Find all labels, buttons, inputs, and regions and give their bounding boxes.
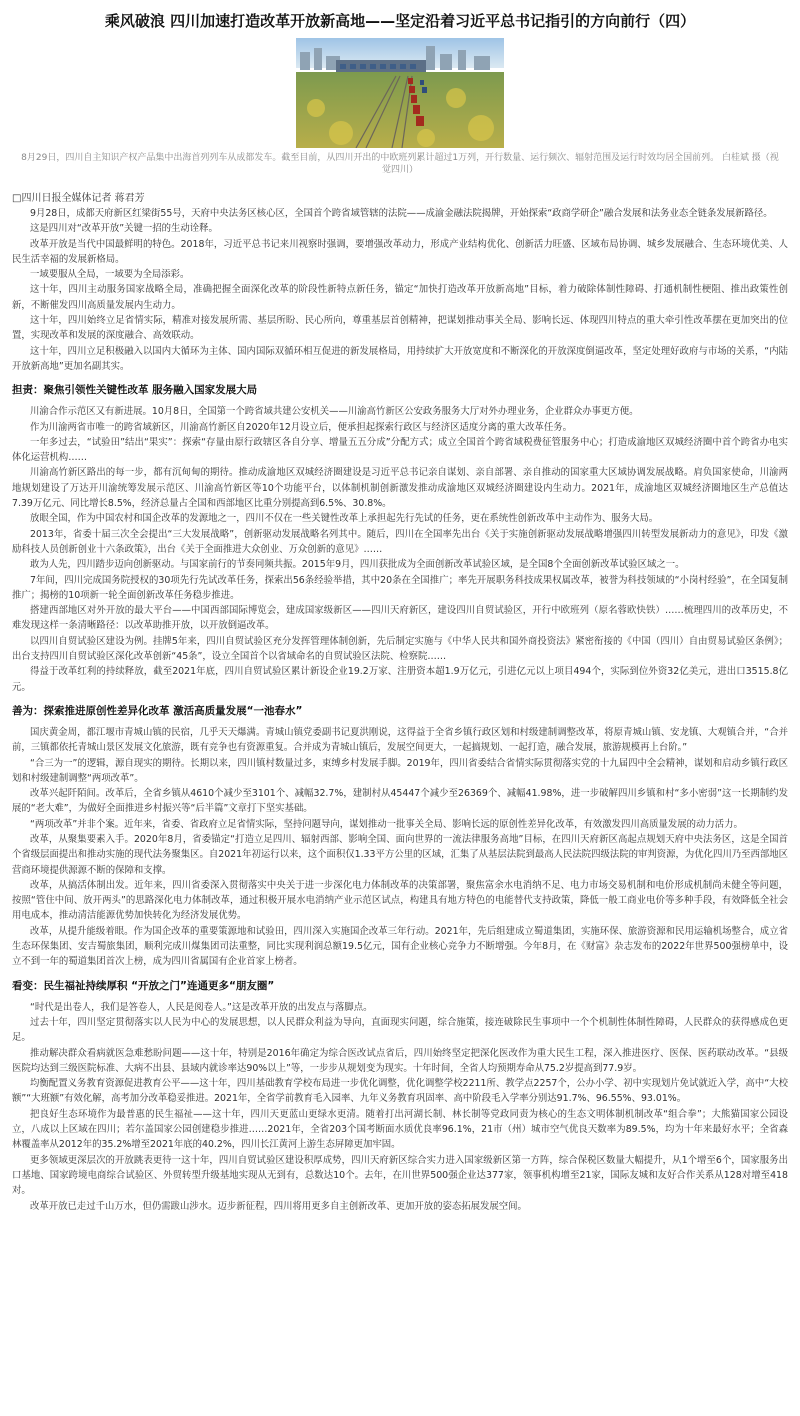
- paragraph: 2013年，省委十届三次全会提出“三大发展战略”，创新驱动发展战略名列其中。随后，四川在全国率先出台《关于实施创新驱动发展战略增强四川转型发展新动力的意见》，印发《激励科技人员创新创业十六条政策》，出台《关于全面推进大众创业、万众创新的意见》……: [12, 528, 788, 555]
- paragraph: 改革兴起阡陌间。改革后，全省乡镇从4610个减少至3101个、减幅32.7%，建制村从45447个减少至26369个、减幅41.98%，进一步破解四川乡镇和村“多小密弱”这一长期制约发展的“老大难”，为做好全面推进乡村振兴等“后半篇”文章打下坚实基础。: [12, 788, 788, 815]
- paragraph: 一域要服从全局，一域要为全局添彩。: [30, 269, 190, 281]
- paragraph: 这十年，四川主动服务国家战略全局，准确把握全面深化改革的阶段性新特点新任务，锚定“加快打造改革开放新高地”目标，着力破除体制性障碍、打通机制性梗阻、推出政策性创新，不断催发四川高质量发展内生动力。: [12, 284, 788, 311]
- paragraph: 均衡配置义务教育资源促进教育公平——这十年，四川基础教育学校布局进一步优化调整，优化调整学校2211所、教学点2257个，公办小学、初中实现划片免试就近入学，高中“大校额”“大班额”有效化解，高考加分改革稳妥推进。2021年，全省学前教育毛入园率、九年义务教育巩固率、高中阶段毛入学率分别达91.7%、96.55%、93.01%。: [12, 1078, 788, 1105]
- paragraph: 把良好生态环境作为最普惠的民生福祉——这十年，四川天更蓝山更绿水更清。随着打出河湖长制、林长制等党政同责为核心的生态文明体制机制改革“组合拳”；大熊猫国家公园设立，八成以上区域在四川；若尔盖国家公园创建稳步推进……2021年，全省203个国考断面水质优良率96.1%，21市（州）城市空气优良天数率为89.5%，均为十年来最好水平；全省森林覆盖率从2012年的35.2%增至2021年底的40.2%，四川长江黄河上游生态屏障更加牢固。: [12, 1108, 788, 1151]
- section-responsibility: [12, 374, 788, 695]
- paragraph: 改革开放是当代中国最鲜明的特色。2018年，习近平总书记来川视察时强调，要增强改革动力，形成产业结构优化、创新活力旺盛、区域布局协调、城乡发展融合、生态环境优美、人民生活幸福的发展新格局。: [12, 238, 788, 265]
- paragraph: 改革，从聚集要素入手。2020年8月，省委锚定“打造立足四川、辐射西部、影响全国、面向世界的一流法律服务高地”目标，在四川天府新区高起点规划天府中央法务区，这是全国首个省级层面提出和推动实施的现代法务聚集区。自2021年初运行以来，这个面积仅1.33平方公里的区域，汇集了从基层法院到最高人民法院四级法院的审判资源，为优化四川乃至西部地区营商环境提供源源不断的保障和支撑。: [12, 833, 788, 876]
- paragraph: 过去十年，四川坚定贯彻落实以人民为中心的发展思想，以人民群众利益为导向，直面现实问题，综合施策，接连破除民生事项中一个个机制性体制性障碍，人民群众的获得感成色更足。: [12, 1016, 788, 1044]
- intro-section: [12, 206, 788, 374]
- paragraph: 一年多过去，“试验田”结出“果实”：探索“存量由原行政辖区各自分享、增量五五分成”分配方式；成立全国首个跨省域税费征管服务中心；打造成渝地区双城经济圈中首个跨省办电实体化运营机构……: [12, 436, 788, 464]
- paragraph: 9月28日，成都天府新区红梁街55号，天府中央法务区核心区，全国首个跨省域管辖的法院——成渝金融法院揭牌，开始探索“政商学研企”融合发展和法务业态全链条发展新路径。: [30, 208, 773, 219]
- paragraph: 国庆黄金周，都江堰市青城山镇的民宿，几乎天天爆满。青城山镇党委副书记夏洪刚说，这得益于全省乡镇行政区划和村级建制调整改革，将原青城山镇、安龙镇、大观镇合并，“合并前，三镇都依托青城山景区发展文化旅游，既有竞争也有资源重复。合并成为青城山镇后，发展空间更大，一起搞规划、一起打造，融合发展，旅游规模再上台阶。”: [12, 726, 788, 754]
- paragraph: 7年间，四川完成国务院授权的30项先行先试改革任务，探索出56条经验举措，其中20条在全国推广；率先开展职务科技成果权属改革，被誉为科技领域的“小岗村经验”，在全国复制推广；揭榜的10项新一轮全面创新改革任务稳步推进。: [12, 574, 788, 601]
- paragraph: 敢为人先，四川踏步迈向创新驱动。与国家前行的节奏同频共振。2015年9月，四川获批成为全面创新改革试验区域，是全国8个全面创新改革试验区域之一。: [30, 559, 685, 571]
- section-heading: 善为：探索推进原创性差异化改革 激活高质量发展“一池春水”: [12, 704, 303, 717]
- section-heading: 担责：聚焦引领性关键性改革 服务融入国家发展大局: [12, 384, 258, 397]
- paragraph: 这十年，四川始终立足省情实际，精准对接发展所需、基层所盼、民心所向，尊重基层首创精神，把谋划推动事关全局、影响长远、体现四川特点的重大牵引性改革摆在更加突出的位置，实现改革和发展的深度融合、高效联动。: [12, 315, 788, 342]
- section-heading: 看变：民生福祉持续厚积 “开放之门”连通更多“朋友圈”: [12, 979, 275, 992]
- paragraph: 更多领域更深层次的开放跳表更待一这十年，四川自贸试验区建设积厚成势，四川天府新区综合实力进入国家级新区第一方阵，综合保税区数量大幅提升，从1个增至6个，国家服务出口基地、国家跨境电商综合试验区、外贸转型升级基地实现从无到有，总数达10个。去年，在川世界500强企业达377家，领事机构增至21家，国际友城和友好合作关系从128对增至418对。: [12, 1154, 788, 1197]
- paragraph: 得益于改革红利的持续释放，截至2021年底，四川自贸试验区累计新设企业19.2万家、注册资本超1.9万亿元，引进亿元以上项目494个，实际到位外资32亿美元，进出口3515.8亿元。: [12, 666, 788, 693]
- paragraph: “合三为一”的逻辑，源自现实的期待。长期以来，四川镇村数量过多，束缚乡村发展手脚。2019年，四川省委结合省情实际贯彻落实党的十九届四中全会精神，谋划和启动乡镇行政区划和村级建制调整“两项改革”。: [12, 757, 788, 784]
- paragraph: 改革，从提升能级着眼。作为国企改革的重要策源地和试验田，四川深入实施国企改革三年行动。2021年，先后组建成立蜀道集团，实施环保、旅游资源和民用运输机场整合，成立省生态环保集团、安吉蜀旅集团，顺利完成川煤集团司法重整，同比实现利润总额19.5亿元，国有企业核心竞争力不断增强。今年8月，在《财富》杂志发布的2022年世界500强榜单中，设立不到一年的蜀道集团首次上榜，成为四川省属国有企业首家上榜者。: [12, 925, 788, 968]
- paragraph: 这十年，四川立足积极融入以国内大循环为主体、国内国际双循环相互促进的新发展格局，用持续扩大开放宽度和不断深化的开放深度倒逼改革，坚定处理好政府与市场的关系，“内陆开放新高地”更加名副其实。: [12, 345, 788, 372]
- paragraph: 以四川自贸试验区建设为例。挂牌5年来，四川自贸试验区充分发挥管理体制创新，先后制定实施与《中华人民共和国外商投资法》紧密衔接的《中国（四川）自由贸易试验区条例》；出台支持四川自贸试验区深化改革创新“45条”，设立全国首个以省域命名的自贸试验区法院、检察院……: [12, 635, 788, 663]
- paragraph: 推动解决群众看病就医急难愁盼问题——这十年，特别是2016年确定为综合医改试点省后，四川始终坚定把深化医改作为重大民生工程，深入推进医疗、医保、医药联动改革。“县级医院均达到三级医院标准、大病不出县、县域内就诊率达90%以上”等，一步步从规划变为现实。十年时间，全省人均预期寿命从75.2岁提高到77.9岁。: [12, 1047, 788, 1074]
- section-changes: [12, 970, 788, 1214]
- article-photo: [296, 38, 504, 148]
- paragraph: 作为川渝两省市唯一的跨省域新区，川渝高竹新区自2020年12月设立后，便承担起探索行政区与经济区适度分离的重大改革任务。: [30, 421, 573, 433]
- paragraph: 搭建西部地区对外开放的最大平台——中国西部国际博览会，建成国家级新区——四川天府新区，建设四川自贸试验区，开行中欧班列（原名蓉欧快铁）……梳理四川的改革历史，不难发现这样一条清晰路径：以改革助推开放，以开放倒逼改革。: [12, 605, 788, 632]
- article-body: [12, 206, 788, 1214]
- section-good-action: [12, 695, 788, 970]
- article-title: 乘风破浪 四川加速打造改革开放新高地——坚定沿着习近平总书记指引的方向前行（四）: [104, 12, 696, 30]
- paragraph: 川渝高竹新区路出的每一步，都有沉甸甸的期待。推动成渝地区双城经济圈建设是习近平总书记亲自谋划、亲自部署、亲自推动的国家重大区域协调发展战略。肩负国家使命，川渝两地规划建设了万达开川渝统筹发展示范区、川渝高竹新区等10个功能平台，以体制机制创新激发推动成渝地区双城经济圈建设内生动力。2021年，成渝地区双城经济圈地区生产总值达7.39万亿元、同比增长8.5%，经济总量占全国和西部地区比重分别提高到6.5%、30.8%。: [12, 467, 788, 510]
- author-byline: □四川日报全媒体记者 蒋君芳: [12, 193, 145, 204]
- paragraph: 改革开放已走过千山万水，但仍需跋山涉水。迈步新征程，四川将用更多自主创新改革、更加开放的姿态拓展发展空间。: [30, 1200, 527, 1212]
- photo-caption: 8月29日，四川自主知识产权产品集中出海首列列车从成都发车。截至目前，从四川开出的中欧班列累计超过1万列，开行数量、运行频次、辐射范围及运行时效均居全国前列。 白桂斌 摄（视觉四川）: [21, 153, 779, 175]
- paragraph: 这是四川对“改革开放”关键一招的生动诠释。: [30, 223, 218, 235]
- paragraph: 放眼全国，作为中国农村和国企改革的发源地之一，四川不仅在一些关键性改革上承担起先行先试的任务，更在系统性创新改革中主动作为、服务大局。: [30, 513, 659, 525]
- paragraph: 改革，从搞活体制出发。近年来，四川省委深入贯彻落实中央关于进一步深化电力体制改革的决策部署，聚焦富余水电消纳不足、电力市场交易机制和电价形成机制尚未健全等问题，按照“管住中间、放开两头”的思路深化电力体制改革，通过积极开展水电消纳产业示范区试点，构建具有地方特色的电能替代支持政策，降低一般工商业电价等多种手段，有效降低全社会用电成本，推动清洁能源优势加快转化为经济发展优势。: [12, 879, 788, 922]
- paragraph: 川渝合作示范区又有新进展。10月8日，全国第一个跨省域共建公安机关——川渝高竹新区公安政务服务大厅对外办理业务，企业群众办事更方便。: [30, 406, 639, 418]
- paragraph: “时代是出卷人，我们是答卷人，人民是阅卷人。”这是改革开放的出发点与落脚点。: [30, 1001, 373, 1013]
- paragraph: “两项改革”并非个案。近年来，省委、省政府立足省情实际，坚持问题导向，谋划推动一批事关全局、影响长远的原创性差异化改革，有效激发四川高质量发展的动力活力。: [30, 818, 743, 830]
